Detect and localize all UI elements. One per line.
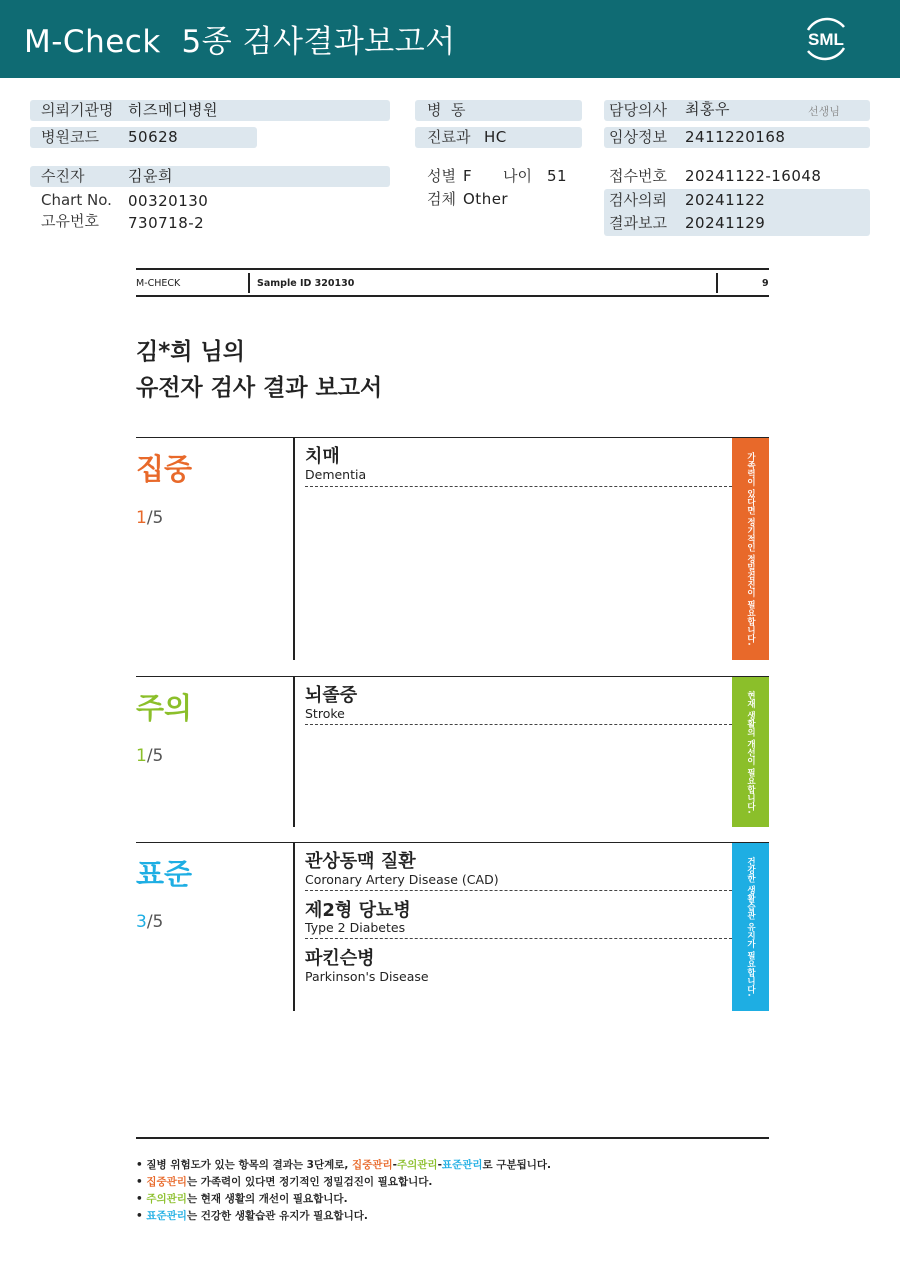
- reception-no-value: 20241122-16048: [685, 167, 822, 185]
- section-count: 1/5: [136, 508, 164, 528]
- section-label: 집중: [136, 452, 193, 486]
- report-heading-title: 유전자 검사 결과 보고서: [136, 375, 383, 401]
- notes-rule: [136, 1137, 769, 1139]
- disease-name-ko: 제2형 당뇨병: [305, 900, 411, 921]
- sex-label: 성별: [427, 167, 456, 185]
- report-date-label: 결과보고: [609, 214, 667, 232]
- strip-divider: [248, 273, 250, 293]
- disease-name-en: Stroke: [305, 706, 345, 721]
- disease-name-ko: 치매: [305, 446, 340, 467]
- doctor-suffix: 선생님: [808, 105, 840, 118]
- chart-no-value: 00320130: [128, 192, 209, 210]
- sex-value: F: [463, 167, 473, 185]
- doctor-label: 담당의사: [609, 101, 667, 119]
- report-title: M-Check 5종 검사결과보고서: [24, 24, 456, 60]
- strip-divider: [716, 273, 718, 293]
- clinical-info-value: 2411220168: [685, 128, 786, 146]
- report-date-value: 20241129: [685, 214, 766, 232]
- report-heading-name: 김*희 님의: [136, 339, 245, 365]
- age-label: 나이: [503, 167, 532, 185]
- department-value: HC: [484, 128, 507, 146]
- request-date-label: 검사의뢰: [609, 191, 667, 209]
- unique-no-label: 고유번호: [41, 212, 99, 230]
- svg-text:SML: SML: [808, 30, 844, 49]
- section-count: 1/5: [136, 746, 164, 766]
- sml-logo: [800, 13, 852, 65]
- reception-no-label: 접수번호: [609, 167, 667, 185]
- disease-name-en: Type 2 Diabetes: [305, 920, 406, 935]
- disease-name-ko: 관상동맥 질환: [305, 851, 416, 872]
- note-item: • 질병 위험도가 있는 항목의 결과는 3단계로, 집중관리-주의관리-표준관리로 구분됩니다.: [136, 1159, 552, 1171]
- patient-value: 김윤희: [128, 167, 173, 185]
- disease-separator: [305, 890, 732, 891]
- disease-name-ko: 뇌졸중: [305, 685, 358, 706]
- disease-separator: [305, 724, 732, 725]
- section-count: 3/5: [136, 912, 164, 932]
- report-strip-bottom-rule: [136, 295, 769, 297]
- ward-label: 병 동: [427, 101, 466, 119]
- unique-no-value: 730718-2: [128, 214, 205, 232]
- section-side-banner: 건강한 생활습관 유지가 필요합니다.: [732, 843, 769, 1011]
- strip-sample-id: Sample ID 320130: [257, 278, 355, 289]
- section-divider: [293, 437, 295, 660]
- disease-name-en: Coronary Artery Disease (CAD): [305, 872, 499, 887]
- specimen-value: Other: [463, 190, 509, 208]
- section-divider: [293, 842, 295, 1011]
- disease-separator: [305, 938, 732, 939]
- note-item: • 집중관리는 가족력이 있다면 정기적인 정밀검진이 필요합니다.: [136, 1176, 433, 1188]
- report-strip-top-rule: [136, 268, 769, 270]
- patient-label: 수진자: [41, 167, 85, 185]
- section-label: 주의: [136, 691, 193, 725]
- hospital-code-label: 병원코드: [41, 128, 99, 146]
- request-date-value: 20241122: [685, 191, 766, 209]
- section-side-banner: 가족력이 있다면 정기적인 정밀검진이 필요합니다.: [732, 438, 769, 660]
- hospital-code-value: 50628: [128, 128, 179, 146]
- doctor-value: 최홍우: [685, 100, 730, 118]
- chart-no-label: Chart No.: [41, 191, 112, 209]
- section-rule: [136, 676, 769, 677]
- institution-label: 의뢰기관명: [41, 101, 114, 119]
- section-label: 표준: [136, 857, 193, 891]
- note-item: • 표준관리는 건강한 생활습관 유지가 필요합니다.: [136, 1210, 368, 1222]
- section-rule: [136, 437, 769, 438]
- strip-brand: M-CHECK: [136, 278, 181, 289]
- institution-value: 히즈메디병원: [128, 101, 218, 119]
- section-rule: [136, 842, 769, 843]
- disease-name-ko: 파킨슨병: [305, 948, 375, 969]
- strip-page-no: 9: [762, 278, 769, 289]
- age-value: 51: [547, 167, 568, 185]
- specimen-label: 검체: [427, 190, 456, 208]
- department-label: 진료과: [427, 128, 471, 146]
- clinical-info-label: 임상정보: [609, 128, 667, 146]
- section-divider: [293, 676, 295, 827]
- note-item: • 주의관리는 현재 생활의 개선이 필요합니다.: [136, 1193, 348, 1205]
- section-side-banner: 현재 생활의 개선이 필요합니다.: [732, 677, 769, 827]
- disease-separator: [305, 486, 732, 487]
- disease-name-en: Dementia: [305, 467, 367, 482]
- disease-name-en: Parkinson's Disease: [305, 969, 429, 984]
